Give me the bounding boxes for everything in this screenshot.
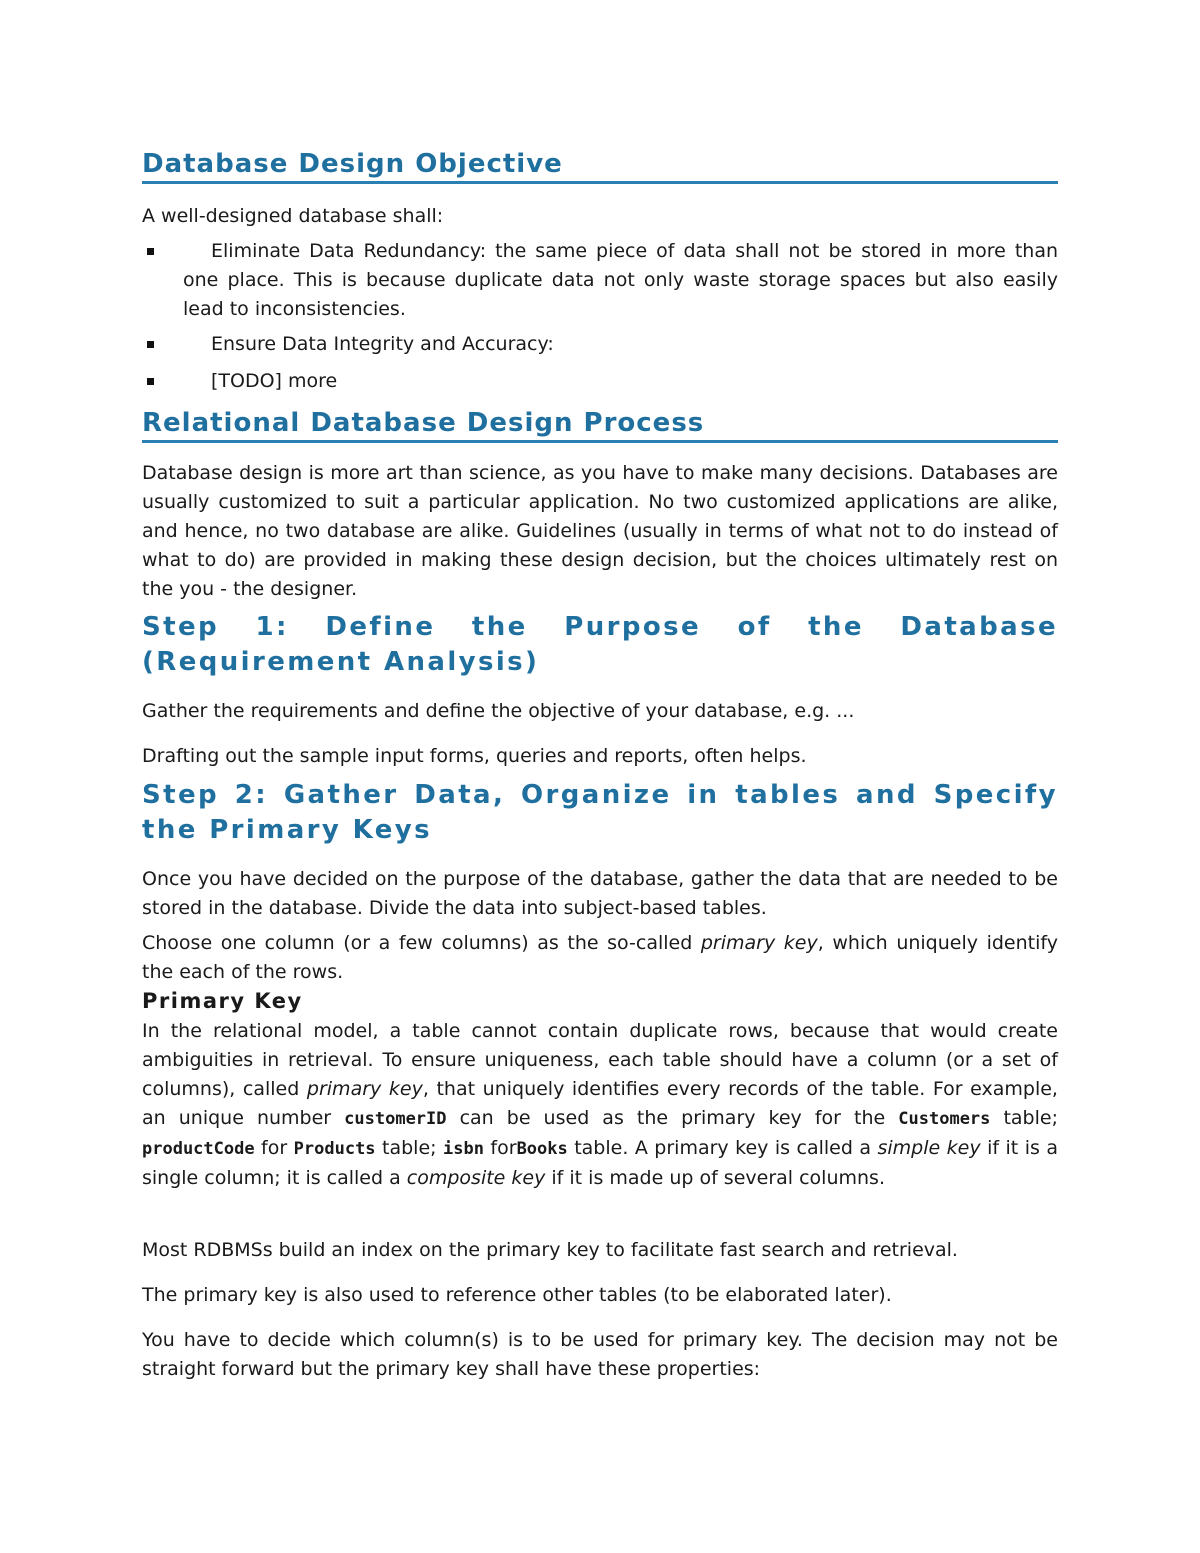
code-books: Books bbox=[516, 1139, 568, 1159]
primary-key-paragraph-4: You have to decide which column(s) is to be used for primary key. The decision may not be straight forward but the primary key shall have these properties: bbox=[142, 1329, 1058, 1380]
heading-database-design-objective: Database Design Objective bbox=[142, 147, 1058, 184]
heading-step-2: Step 2: Gather Data, Organize in tables and Specify the Primary Keys bbox=[142, 780, 1058, 845]
heading-relational-design-process: Relational Database Design Process bbox=[142, 406, 1058, 443]
bullet-icon bbox=[147, 248, 154, 255]
objective-intro: A well-designed database shall: bbox=[142, 205, 444, 227]
heading-primary-key: Primary Key bbox=[142, 989, 303, 1013]
bullet-text: Eliminate Data Redundancy: the same piece of data shall not be stored in more than one place. This is because duplicate data not only waste storage spaces but also easily lead to inconsistencies. bbox=[183, 240, 1058, 320]
heading-step-1: Step 1: Define the Purpose of the Database (Requirement Analysis) bbox=[142, 612, 1058, 677]
code-isbn: isbn bbox=[443, 1139, 484, 1159]
primary-key-paragraph: In the relational model, a table cannot contain duplicate rows, because that would create ambiguities in retrieval. To ensure uniqueness, each table should have a column (or a set of columns), called primary key, that uniquely identifies every records of the table. For example, an unique number customerID can be used as the primary key for the Customers table; productCode for Products table; isbn forBooks table. A primary key is called a simple key if it is a single column; it is called a composite key if it is made up of several columns. bbox=[142, 1020, 1058, 1189]
step2-paragraph-2: Choose one column (or a few columns) as the so-called primary key, which uniquely identify the each of the rows. bbox=[142, 932, 1058, 983]
bullet-text: [TODO] more bbox=[211, 370, 338, 392]
code-customerid: customerID bbox=[344, 1109, 447, 1129]
bullet-text: Ensure Data Integrity and Accuracy: bbox=[211, 333, 554, 355]
step1-paragraph-1: Gather the requirements and define the objective of your database, e.g. ... bbox=[142, 700, 855, 722]
primary-key-paragraph-2: Most RDBMSs build an index on the primary key to facilitate fast search and retrieval. bbox=[142, 1239, 958, 1261]
primary-key-paragraph-3: The primary key is also used to reference other tables (to be elaborated later). bbox=[142, 1284, 892, 1306]
step1-paragraph-2: Drafting out the sample input forms, queries and reports, often helps. bbox=[142, 745, 807, 767]
code-products: Products bbox=[293, 1139, 376, 1159]
bullet-icon bbox=[147, 378, 154, 385]
bullet-icon bbox=[147, 341, 154, 348]
process-paragraph: Database design is more art than science, as you have to make many decisions. Databases are usually customized to suit a particular application. No two customized applications are alike, and hence, no two database are alike. Guidelines (usually in terms of what not to do instead of what to do) are provided in making these design decision, but the choices ultimately rest on the you - the designer. bbox=[142, 462, 1058, 600]
code-customers: Customers bbox=[898, 1109, 991, 1129]
step2-paragraph-1: Once you have decided on the purpose of the database, gather the data that are needed to be stored in the database. Divide the data into subject-based tables. bbox=[142, 868, 1058, 919]
code-productcode: productCode bbox=[142, 1139, 255, 1159]
